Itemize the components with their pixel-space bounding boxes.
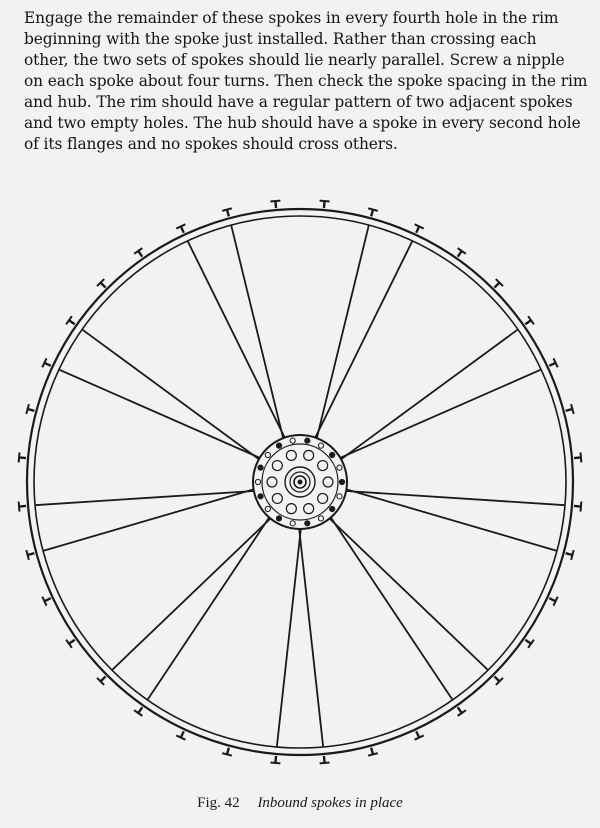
figure-title: Inbound spokes in place (257, 795, 403, 811)
flange-hole (255, 479, 260, 484)
text-line: of its flanges and no spokes should cross others. (24, 135, 398, 153)
flange-hole (305, 438, 310, 443)
spoke (231, 225, 283, 438)
rim-hole-mark (566, 553, 573, 555)
text-line: and hub. The rim should have a regular pattern of two adjacent spokes (24, 93, 573, 111)
nipple-head (368, 208, 378, 211)
flange-hole (265, 506, 270, 511)
nipple-head (270, 762, 280, 763)
nipple-head (571, 550, 574, 560)
rim-hole-mark (28, 409, 35, 411)
spoke (299, 529, 323, 747)
rim-hole-mark (275, 756, 276, 763)
rim-hole-mark (19, 506, 26, 507)
spoke (331, 517, 453, 699)
spoke (82, 329, 259, 459)
spoke (277, 529, 301, 747)
rim-hole-mark (181, 226, 184, 232)
spoke (340, 370, 541, 458)
rim-hole-mark (19, 457, 26, 458)
body-paragraph (24, 8, 588, 155)
rim-hole-mark (549, 598, 555, 601)
nipple-head (222, 208, 232, 211)
rim-hole-mark (549, 363, 555, 366)
spoke (330, 519, 489, 671)
spoke (317, 225, 369, 438)
wheel-illustration (0, 185, 600, 785)
flange-hole (258, 465, 263, 470)
rim-hole-mark (416, 731, 419, 737)
spoke (147, 517, 269, 699)
flange-hole (337, 494, 342, 499)
axle (298, 480, 303, 485)
flange-hole (330, 506, 335, 511)
wheel-drawing (19, 201, 582, 764)
rim-hole-mark (574, 506, 581, 507)
flange-hole (305, 521, 310, 526)
rim-hole-mark (101, 283, 106, 288)
rim-hole-mark (574, 457, 581, 458)
nipple-head (26, 550, 29, 560)
rim-hole-mark (525, 320, 531, 324)
spoke (341, 329, 518, 459)
rim-hole-mark (324, 756, 325, 763)
rim-hole-mark (525, 640, 531, 644)
text-line: on each spoke about four turns. Then check the spoke spacing in the rim (24, 72, 588, 90)
flange-hole (290, 438, 295, 443)
rim-hole-mark (458, 251, 462, 257)
rim-hole-mark (324, 201, 325, 208)
rim-hole-mark (69, 640, 75, 644)
rim-hole-mark (138, 251, 142, 257)
rim-hole-mark (69, 320, 75, 324)
rim-hole-mark (28, 553, 35, 555)
flange-hole (337, 465, 342, 470)
flange-hole (318, 443, 323, 448)
rim-hole-mark (494, 283, 499, 288)
rim-hole-mark (138, 707, 142, 713)
flange-hole (276, 443, 281, 448)
nipple-head (580, 452, 581, 462)
nipple-head (222, 753, 232, 756)
rim-hole-mark (371, 748, 373, 755)
nipple-head (19, 502, 20, 512)
text-line: other, the two sets of spokes should lie nearly parallel. Screw a nipple (24, 51, 565, 69)
text-line: beginning with the spoke just installed. Rather than crossing each (24, 30, 537, 48)
flange-hole (290, 521, 295, 526)
spoke (315, 241, 412, 438)
text-line: and two empty holes. The hub should have a spoke in every second hole (24, 114, 581, 132)
nipple-head (26, 404, 29, 414)
rim-hole-mark (371, 210, 373, 217)
rim-hole-mark (275, 201, 276, 208)
rim-hole-mark (44, 598, 50, 601)
rim-hole-mark (181, 731, 184, 737)
nipple-head (320, 201, 330, 202)
rim-hole-mark (416, 226, 419, 232)
rim-hole-mark (227, 748, 229, 755)
nipple-head (571, 404, 574, 414)
figure-caption (0, 795, 600, 812)
rim-hole-mark (44, 363, 50, 366)
nipple-head (580, 502, 581, 512)
flange-hole (265, 452, 270, 457)
nipple-head (320, 762, 330, 763)
nipple-head (270, 201, 280, 202)
flange-hole (339, 479, 344, 484)
spoke (59, 370, 260, 458)
flange-hole (276, 516, 281, 521)
flange-hole (258, 494, 263, 499)
nipple-head (368, 753, 378, 756)
rim-hole-mark (101, 676, 106, 681)
flange-hole (318, 516, 323, 521)
text-line: Engage the remainder of these spokes in every fourth hole in the rim (24, 9, 559, 27)
spoke (112, 519, 271, 671)
figure-label: Fig. 42 (197, 795, 240, 811)
flange-hole (330, 452, 335, 457)
rim-hole-mark (458, 707, 462, 713)
nipple-head (19, 452, 20, 462)
spoke (188, 241, 285, 438)
rim-hole-mark (227, 210, 229, 217)
rim-hole-mark (566, 409, 573, 411)
rim-hole-mark (494, 676, 499, 681)
